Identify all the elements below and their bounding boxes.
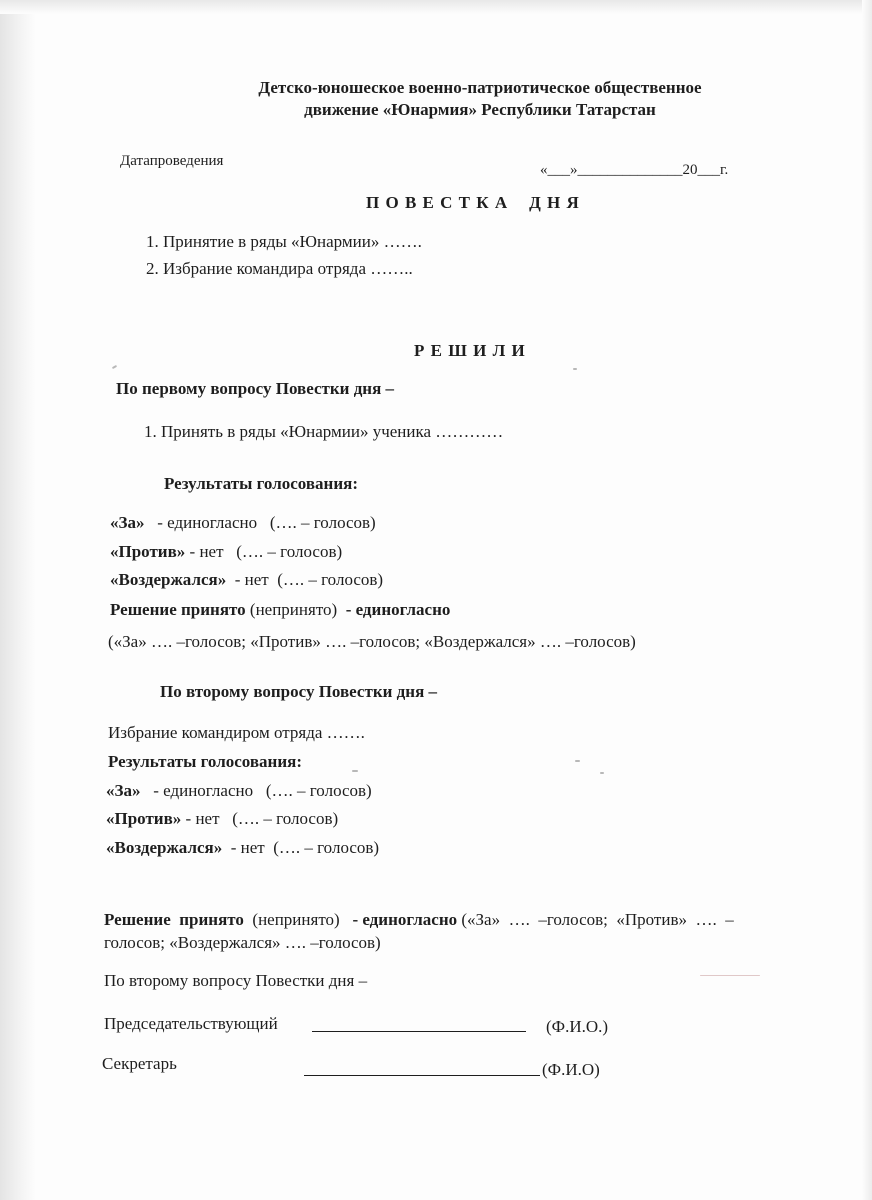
q2-vote-against: «Против» - нет (…. – голосов) [106, 809, 339, 828]
date-field: «___»______________20___г. [540, 162, 729, 178]
q1-decision: Решение принято (непринято) - единогласно [110, 600, 451, 619]
q2-decision: Решение принято (непринято) - единогласно («За» …. –голосов; «Против» …. – [104, 910, 734, 929]
date-label: Датапроведения [120, 153, 224, 169]
scan-shadow-left [0, 0, 36, 1200]
q2-vote-for: «За» - единогласно (…. – голосов) [106, 781, 372, 800]
q2-item: Избрание командиром отряда ……. [108, 723, 365, 742]
q1-vote-against: «Против» - нет (…. – голосов) [110, 542, 343, 561]
scan-speck [700, 975, 760, 976]
q1-vote-abstain: «Воздержался» - нет (…. – голосов) [110, 570, 384, 589]
chair-label: Председательствующий [104, 1014, 278, 1033]
scan-shadow-top [0, 0, 872, 14]
decided-title: Р Е Ш И Л И [414, 341, 526, 360]
chair-fio: (Ф.И.О.) [546, 1017, 609, 1036]
secretary-fio: (Ф.И.О) [542, 1060, 600, 1079]
secretary-signature-line [304, 1075, 540, 1076]
q2-vote-abstain: «Воздержался» - нет (…. – голосов) [106, 838, 380, 857]
secretary-label: Секретарь [102, 1054, 177, 1073]
q2-results-label: Результаты голосования: [108, 752, 302, 771]
scan-speck [352, 770, 358, 772]
scan-speck [600, 772, 604, 774]
q1-item: 1. Принять в ряды «Юнармии» ученика ………… [144, 422, 504, 441]
q1-results-label: Результаты голосования: [164, 474, 358, 493]
scan-speck [575, 760, 580, 762]
agenda-item-2: 2. Избрание командира отряда …….. [146, 259, 413, 278]
q1-heading: По первому вопросу Повестки дня – [116, 379, 395, 398]
q2-decision-line-2: голосов; «Воздержался» …. –голосов) [104, 933, 381, 952]
header-line-2: движение «Юнармия» Республики Татарстан [304, 100, 656, 119]
q2-heading: По второму вопросу Повестки дня – [160, 682, 438, 701]
agenda-title: П О В Е С Т К А Д Н Я [366, 193, 580, 212]
q1-decision-detail: («За» …. –голосов; «Против» …. –голосов; «Воздержался» …. –голосов) [108, 632, 636, 651]
scan-speck [112, 365, 117, 369]
agenda-item-1: 1. Принятие в ряды «Юнармии» ……. [146, 232, 422, 251]
scan-shadow-right [862, 0, 872, 1200]
header-line-1: Детско-юношеское военно-патриотическое общественное [258, 78, 702, 97]
chair-signature-line [312, 1031, 526, 1032]
q1-vote-for: «За» - единогласно (…. – голосов) [110, 513, 376, 532]
scan-speck [573, 368, 577, 370]
q2-repeat-heading: По второму вопросу Повестки дня – [104, 971, 368, 990]
